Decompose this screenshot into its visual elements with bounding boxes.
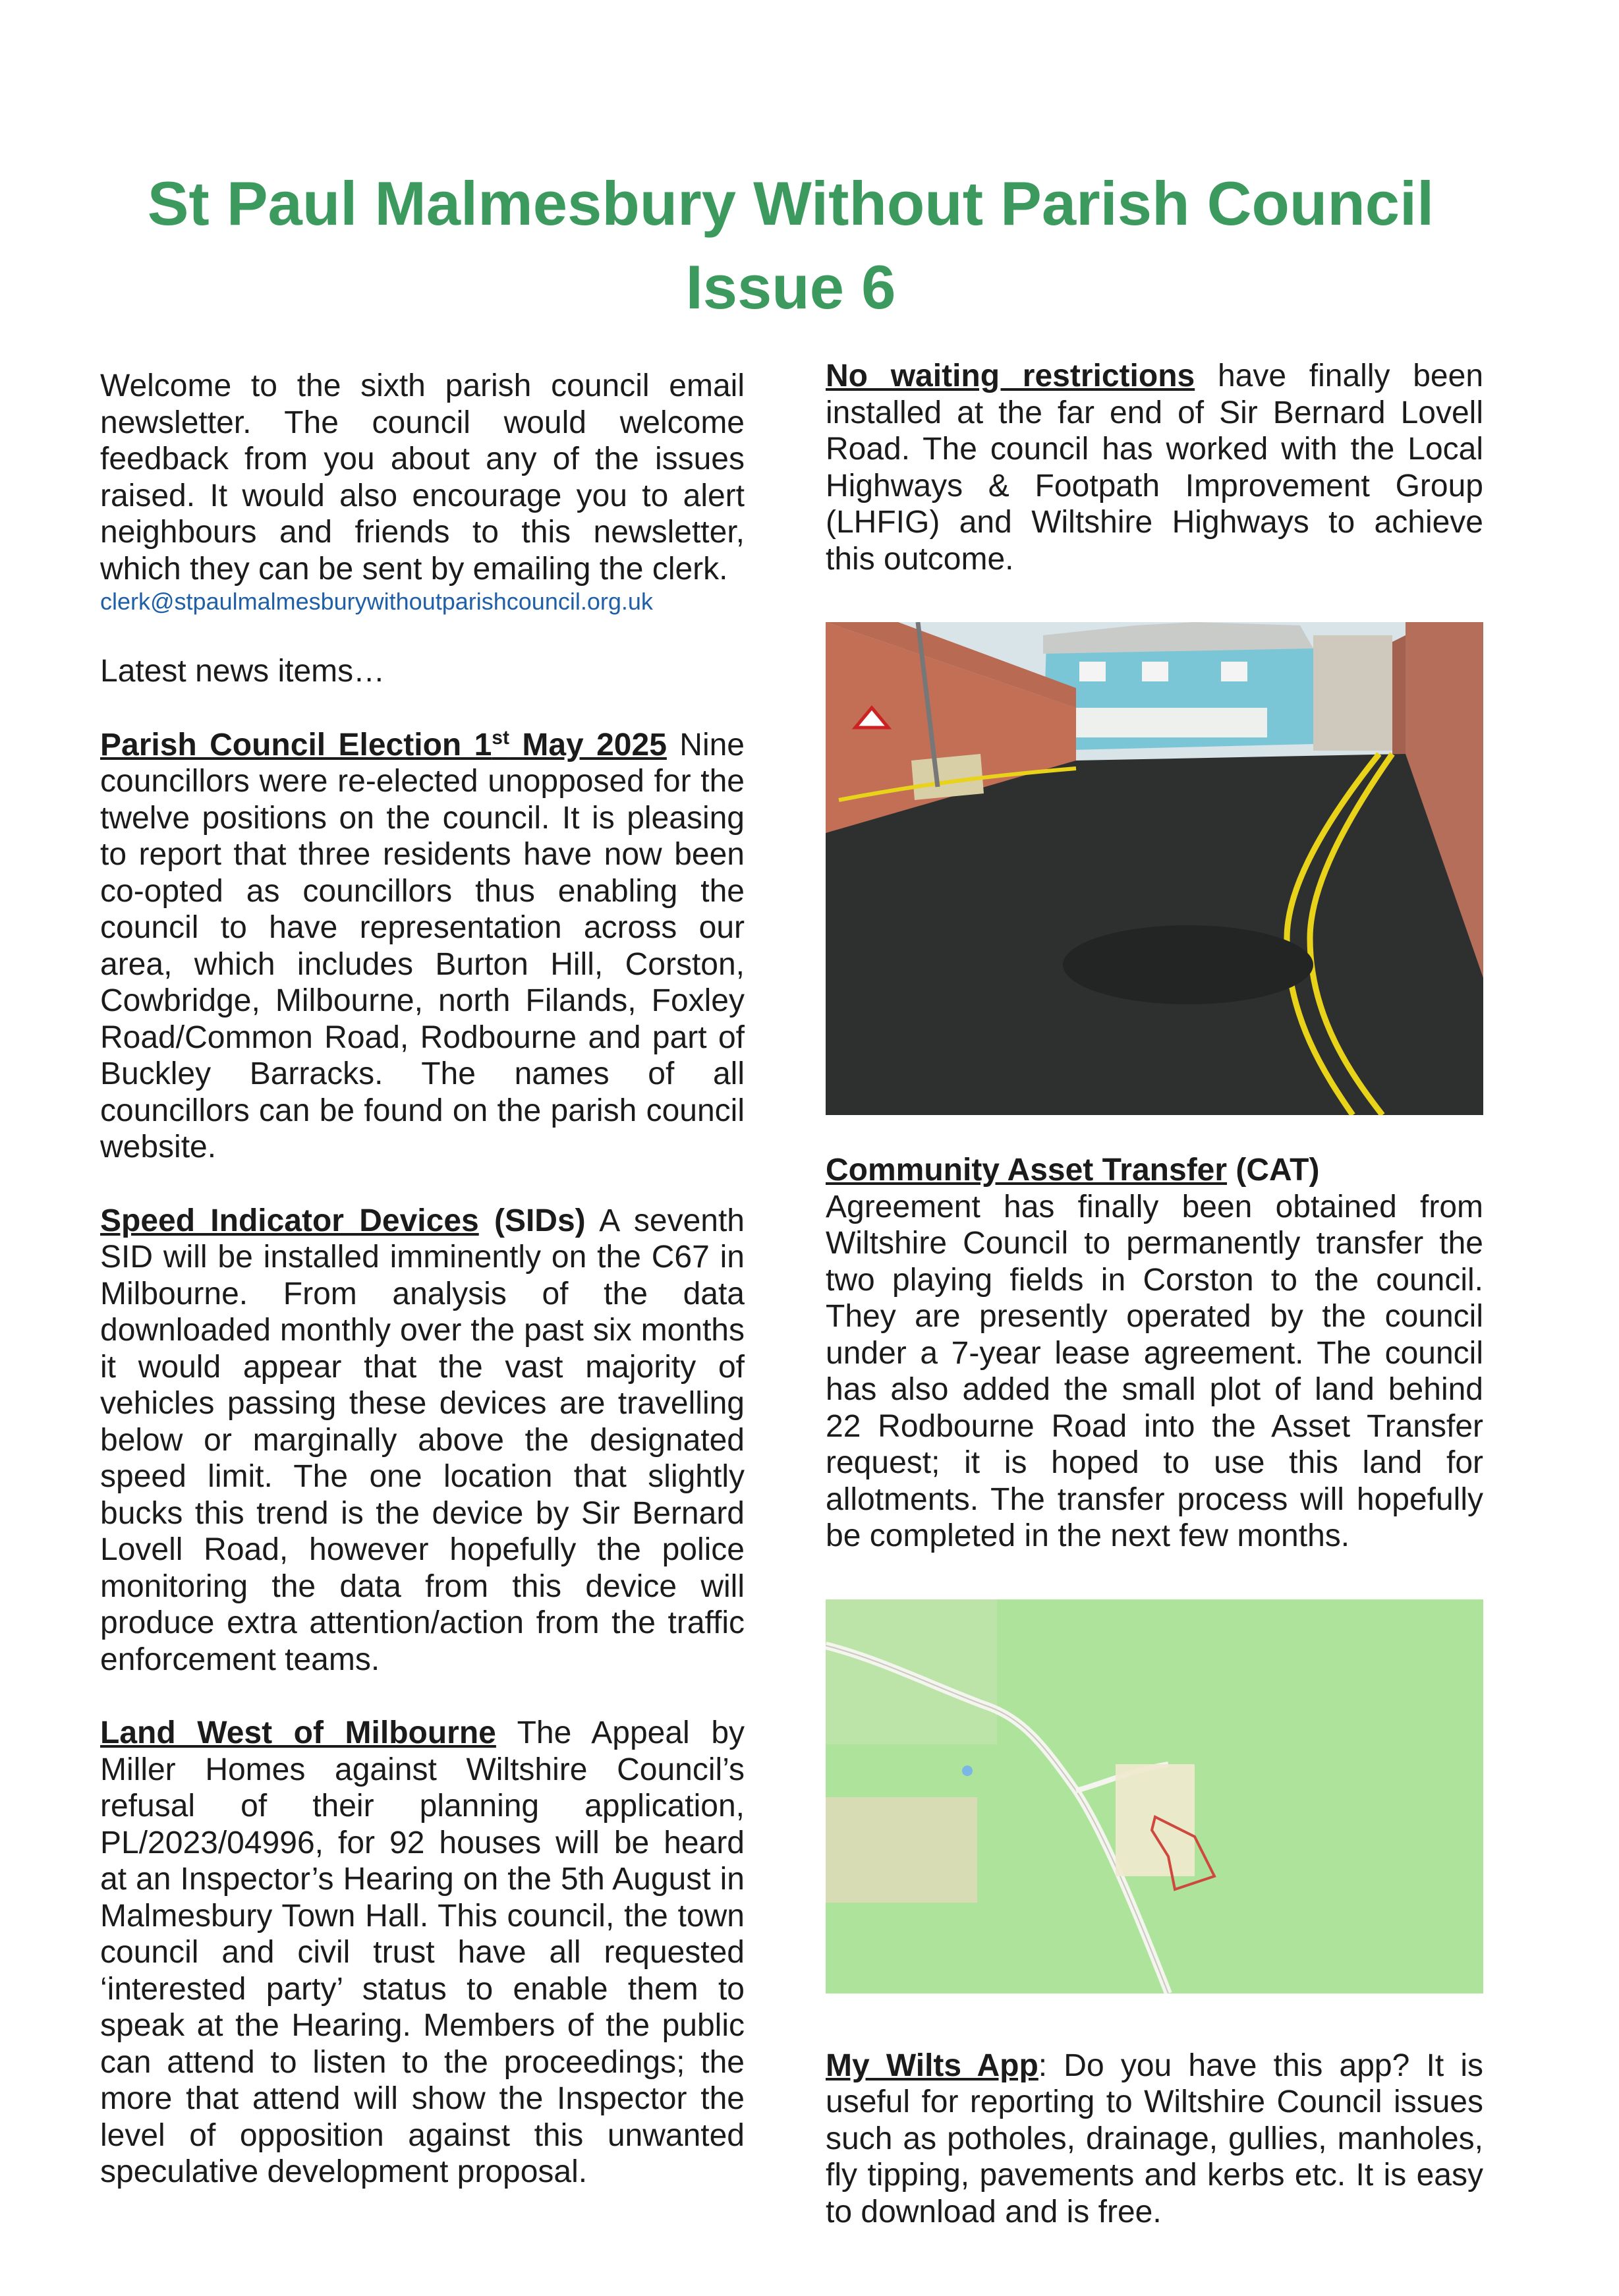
app-section <box>826 2048 1483 2231</box>
cat-heading: Community Asset Transfer <box>826 1153 1228 1188</box>
cat-section <box>826 1152 1483 1555</box>
title-line-2: Issue 6 <box>685 252 896 322</box>
sids-body: A seventh SID will be installed imminently on the C67 in Milbourne. From analysis of the data downloaded monthly over the past six months it would appear that the vast majority of vehicles passing these devices are travelling below or marginally above the designated speed limit. The one location that slightly bucks this trend is the device by Sir Bernard Lovell Road, however hopefully the police monitoring the data from this device will produce extra attention/action from the traffic enforcement teams. <box>100 1203 745 1677</box>
sids-heading-suffix: (SIDs) <box>478 1203 586 1238</box>
election-section <box>100 727 745 1166</box>
clerk-email-link[interactable]: clerk@stpaulmalmesburywithoutparishcouncil.org.uk <box>100 588 653 615</box>
road-photo <box>826 622 1483 1115</box>
intro-text: Welcome to the sixth parish council email newsletter. The council would welcome feedback from you about any of the issues raised. It would also encourage you to alert neighbours and friends to this newsletter, which they can be sent by emailing the clerk. <box>100 368 745 587</box>
land-section <box>100 1715 745 2191</box>
title-line-1: St Paul Malmesbury Without Parish Council <box>147 169 1434 238</box>
land-heading: Land West of Milbourne <box>100 1715 496 1750</box>
sids-heading: Speed Indicator Devices <box>100 1203 479 1238</box>
election-heading: Parish Council Election 1st May 2025 <box>100 726 667 762</box>
waiting-section <box>826 358 1483 577</box>
newsletter-title <box>0 161 1581 329</box>
asset-map <box>826 1599 1483 1994</box>
right-column <box>826 358 1483 2230</box>
cat-body: Agreement has finally been obtained from Wiltshire Council to permanently transfer the two playing fields in Corston to the council. They are presently operated by the council under a 7-year lease agreement. The council has also added the small plot of land behind 22 Rodbourne Road into the Asset Transfer request; it is hoped to use this land for allotments. The transfer process will hopefully be completed in the next few months. <box>826 1189 1483 1553</box>
waiting-heading: No waiting restrictions <box>826 359 1195 393</box>
waiting-body: have finally been installed at the far end of Sir Bernard Lovell Road. The council has worked with the Local Highways & Footpath Improvement Group (LHFIG) and Wiltshire Highways to achieve this outcome. <box>826 359 1484 577</box>
election-body: Nine councillors were re-elected unopposed for the twelve positions on the council. It is pleasing to report that three residents have now been co-opted as councillors thus enabling the council to have representation across our area, which includes Burton Hill, Corston, Cowbridge, Milbourne, north Filands, Foxley Road/Common Road, Rodbourne and part of Buckley Barracks. The names of all councillors can be found on the parish council website. <box>100 727 745 1164</box>
latest-news-label: Latest news items… <box>100 654 385 689</box>
app-body: : Do you have this app? It is useful for reporting to Wiltshire Council issues such as potholes, drainage, gullies, manholes, fly tipping, pavements and kerbs etc. It is easy to download and is free. <box>826 2048 1484 2229</box>
land-body: The Appeal by Miller Homes against Wiltshire Council’s refusal of their planning application, PL/2023/04996, for 92 houses will be heard at an Inspector’s Hearing on the 5th August in Malmesbury Town Hall. This council, the town council and civil trust have all requested ‘interested party’ status to enable them to speak at the Hearing. Members of the public can attend to listen to the proceedings; the more that attend will show the Inspector the level of opposition against this unwanted speculative development proposal. <box>100 1715 745 2189</box>
app-heading: My Wilts App <box>826 2048 1038 2083</box>
cat-heading-suffix: (CAT) <box>1227 1153 1320 1188</box>
left-column <box>100 368 745 2191</box>
sids-section <box>100 1203 745 1679</box>
